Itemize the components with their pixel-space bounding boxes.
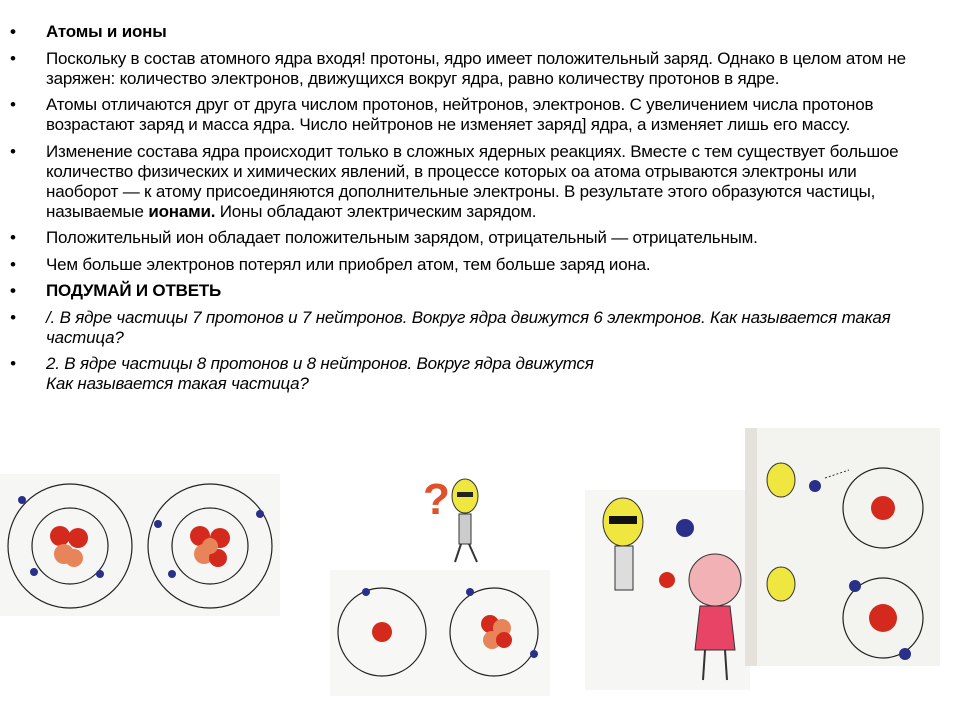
atom-ion-illustration (330, 570, 550, 696)
atom-illustration-pair (0, 474, 280, 616)
question-2-line-2: Как называется такая частица? (46, 374, 309, 393)
paragraph-ion-charge: • Чем больше электронов потерял или приобрел атом, тем больше заряд иона. (0, 255, 930, 275)
bullet-list (0, 22, 930, 401)
question-1: • /. В ядре частицы 7 протонов и 7 нейтронов. Вокруг ядра движутся 6 электронов. Как называется такая частица? (0, 308, 930, 348)
paragraph-differences: • Атомы отличаются друг от друга числом протонов, нейтронов, электронов. С увеличением числа протонов возрастают заряд и масса ядра. Число нейтронов не изменяет заряд] ядра, а изменяет лишь его массу. (0, 95, 930, 135)
characters-illustration (585, 490, 750, 690)
question-2 (0, 354, 930, 394)
ions-term: ионами. (148, 201, 216, 221)
question-character-illustration (415, 470, 495, 570)
paragraph-positive-ion: • Положительный ион обладает положительным зарядом, отрицательный — отрицательным. (0, 228, 930, 248)
question-2-line-1: 2. В ядре частицы 8 протонов и 8 нейтронов. Вокруг ядра движутся (46, 354, 594, 373)
paragraph-charge: • Поскольку в состав атомного ядра входя! протоны, ядро имеет положительный заряд. Однако в целом атом не заряжен: количество электронов, движущихся вокруг ядра, равно количеству протонов в ядре. (0, 49, 930, 89)
ions-text-before: Изменение состава ядра происходит только в сложных ядерных реакциях. Вместе с тем существует большое количество физических и химических явлений, в процессе которых оа атома отрываются электроны или наоборот — к атому присоединяются дополнительные электроны. В результате этого образуются частицы, называемые (46, 141, 899, 221)
paragraph-ions (0, 142, 930, 222)
svg-text:?: ? (423, 475, 450, 524)
slide-title: • Атомы и ионы (0, 22, 930, 42)
ions-text-after: Ионы обладают электрическим зарядом. (215, 201, 537, 221)
exercise-heading: • ПОДУМАЙ И ОТВЕТЬ (0, 281, 930, 301)
ion-formation-illustration (745, 428, 940, 666)
